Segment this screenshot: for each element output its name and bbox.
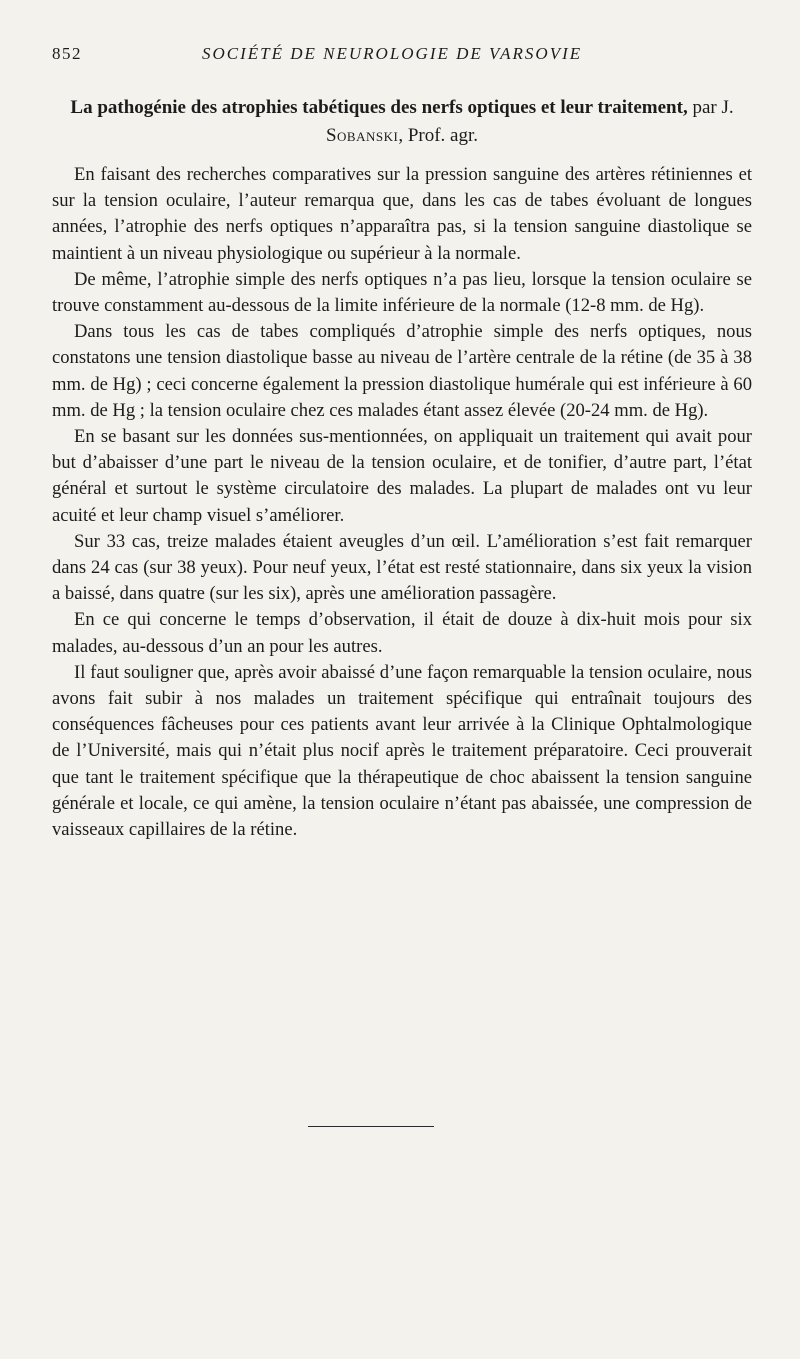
article-body (52, 162, 752, 843)
journal-title: SOCIÉTÉ DE NEUROLOGIE DE VARSOVIE (202, 44, 583, 63)
paragraph: De même, l’atrophie simple des nerfs optiques n’a pas lieu, lorsque la tension oculaire se trouve constamment au-dessous de la limite inférieure de la normale (12-8 mm. de Hg). (52, 268, 752, 317)
page-number: 852 (52, 44, 82, 63)
paragraph: Il faut souligner que, après avoir abaissé d’une façon remarquable la tension oculaire, nous avons fait subir à nos malades un traitement spécifique qui entraînait toujours des conséquences fâcheuses pour ces patients avant leur arrivée à la Clinique Ophtalmologique de l’Université, mais qui n’était plus nocif après le traitement préparatoire. Ceci prouverait que tant le traitement spécifique que la thérapeutique de choc abaissent la tension sanguine générale et locale, ce qui amène, la tension oculaire n’étant pas abaissée, une compression de vaisseaux capillaires de la rétine. (52, 661, 752, 841)
paragraph: Dans tous les cas de tabes compliqués d’atrophie simple des nerfs optiques, nous constatons une tension diastolique basse au niveau de l’artère centrale de la rétine (de 35 à 38 mm. de Hg) ; ceci concerne également la pression diastolique humérale qui est inférieure à 60 mm. de Hg ; la tension oculaire chez ces malades étant assez élevée (20-24 mm. de Hg). (52, 321, 752, 421)
author-name: Sobanski (325, 125, 399, 146)
paragraph: En se basant sur les données sus-mentionnées, on appliquait un traitement qui avait pour but d’abaisser d’une part le niveau de la tension oculaire, et de tonifier, d’autre part, l’état général et surtout le système circulatoire des malades. La plupart de malades ont vu leur acuité et leur champ visuel s’améliorer. (52, 426, 752, 526)
byline-suffix: , Prof. agr. (398, 125, 479, 146)
article-heading (52, 94, 752, 150)
running-header (52, 44, 752, 74)
paragraph: En faisant des recherches comparatives sur la pression sanguine des artères rétiniennes et sur la tension oculaire, l’auteur remarqua que, dans les cas de tabes évoluant de longues années, l’atrophie des nerfs optiques n’apparaîtra pas, si la tension sanguine diastolique se maintient à un niveau physiologique ou supérieur à la normale. (52, 164, 752, 264)
section-divider (308, 1126, 434, 1127)
journal-page (52, 44, 752, 843)
article-title: La pathogénie des atrophies tabétiques des nerfs optiques et leur traitement, (70, 97, 688, 118)
byline-prefix: par J. (687, 97, 734, 118)
paragraph: En ce qui concerne le temps d’observation, il était de douze à dix-huit mois pour six malades, au-dessous d’un an pour les autres. (52, 609, 752, 657)
paragraph: Sur 33 cas, treize malades étaient aveugles d’un œil. L’amélioration s’est fait remarquer dans 24 cas (sur 38 yeux). Pour neuf yeux, l’état est resté stationnaire, dans six yeux la vision a baissé, dans quatre (sur les six), après une amélioration passagère. (52, 530, 752, 605)
